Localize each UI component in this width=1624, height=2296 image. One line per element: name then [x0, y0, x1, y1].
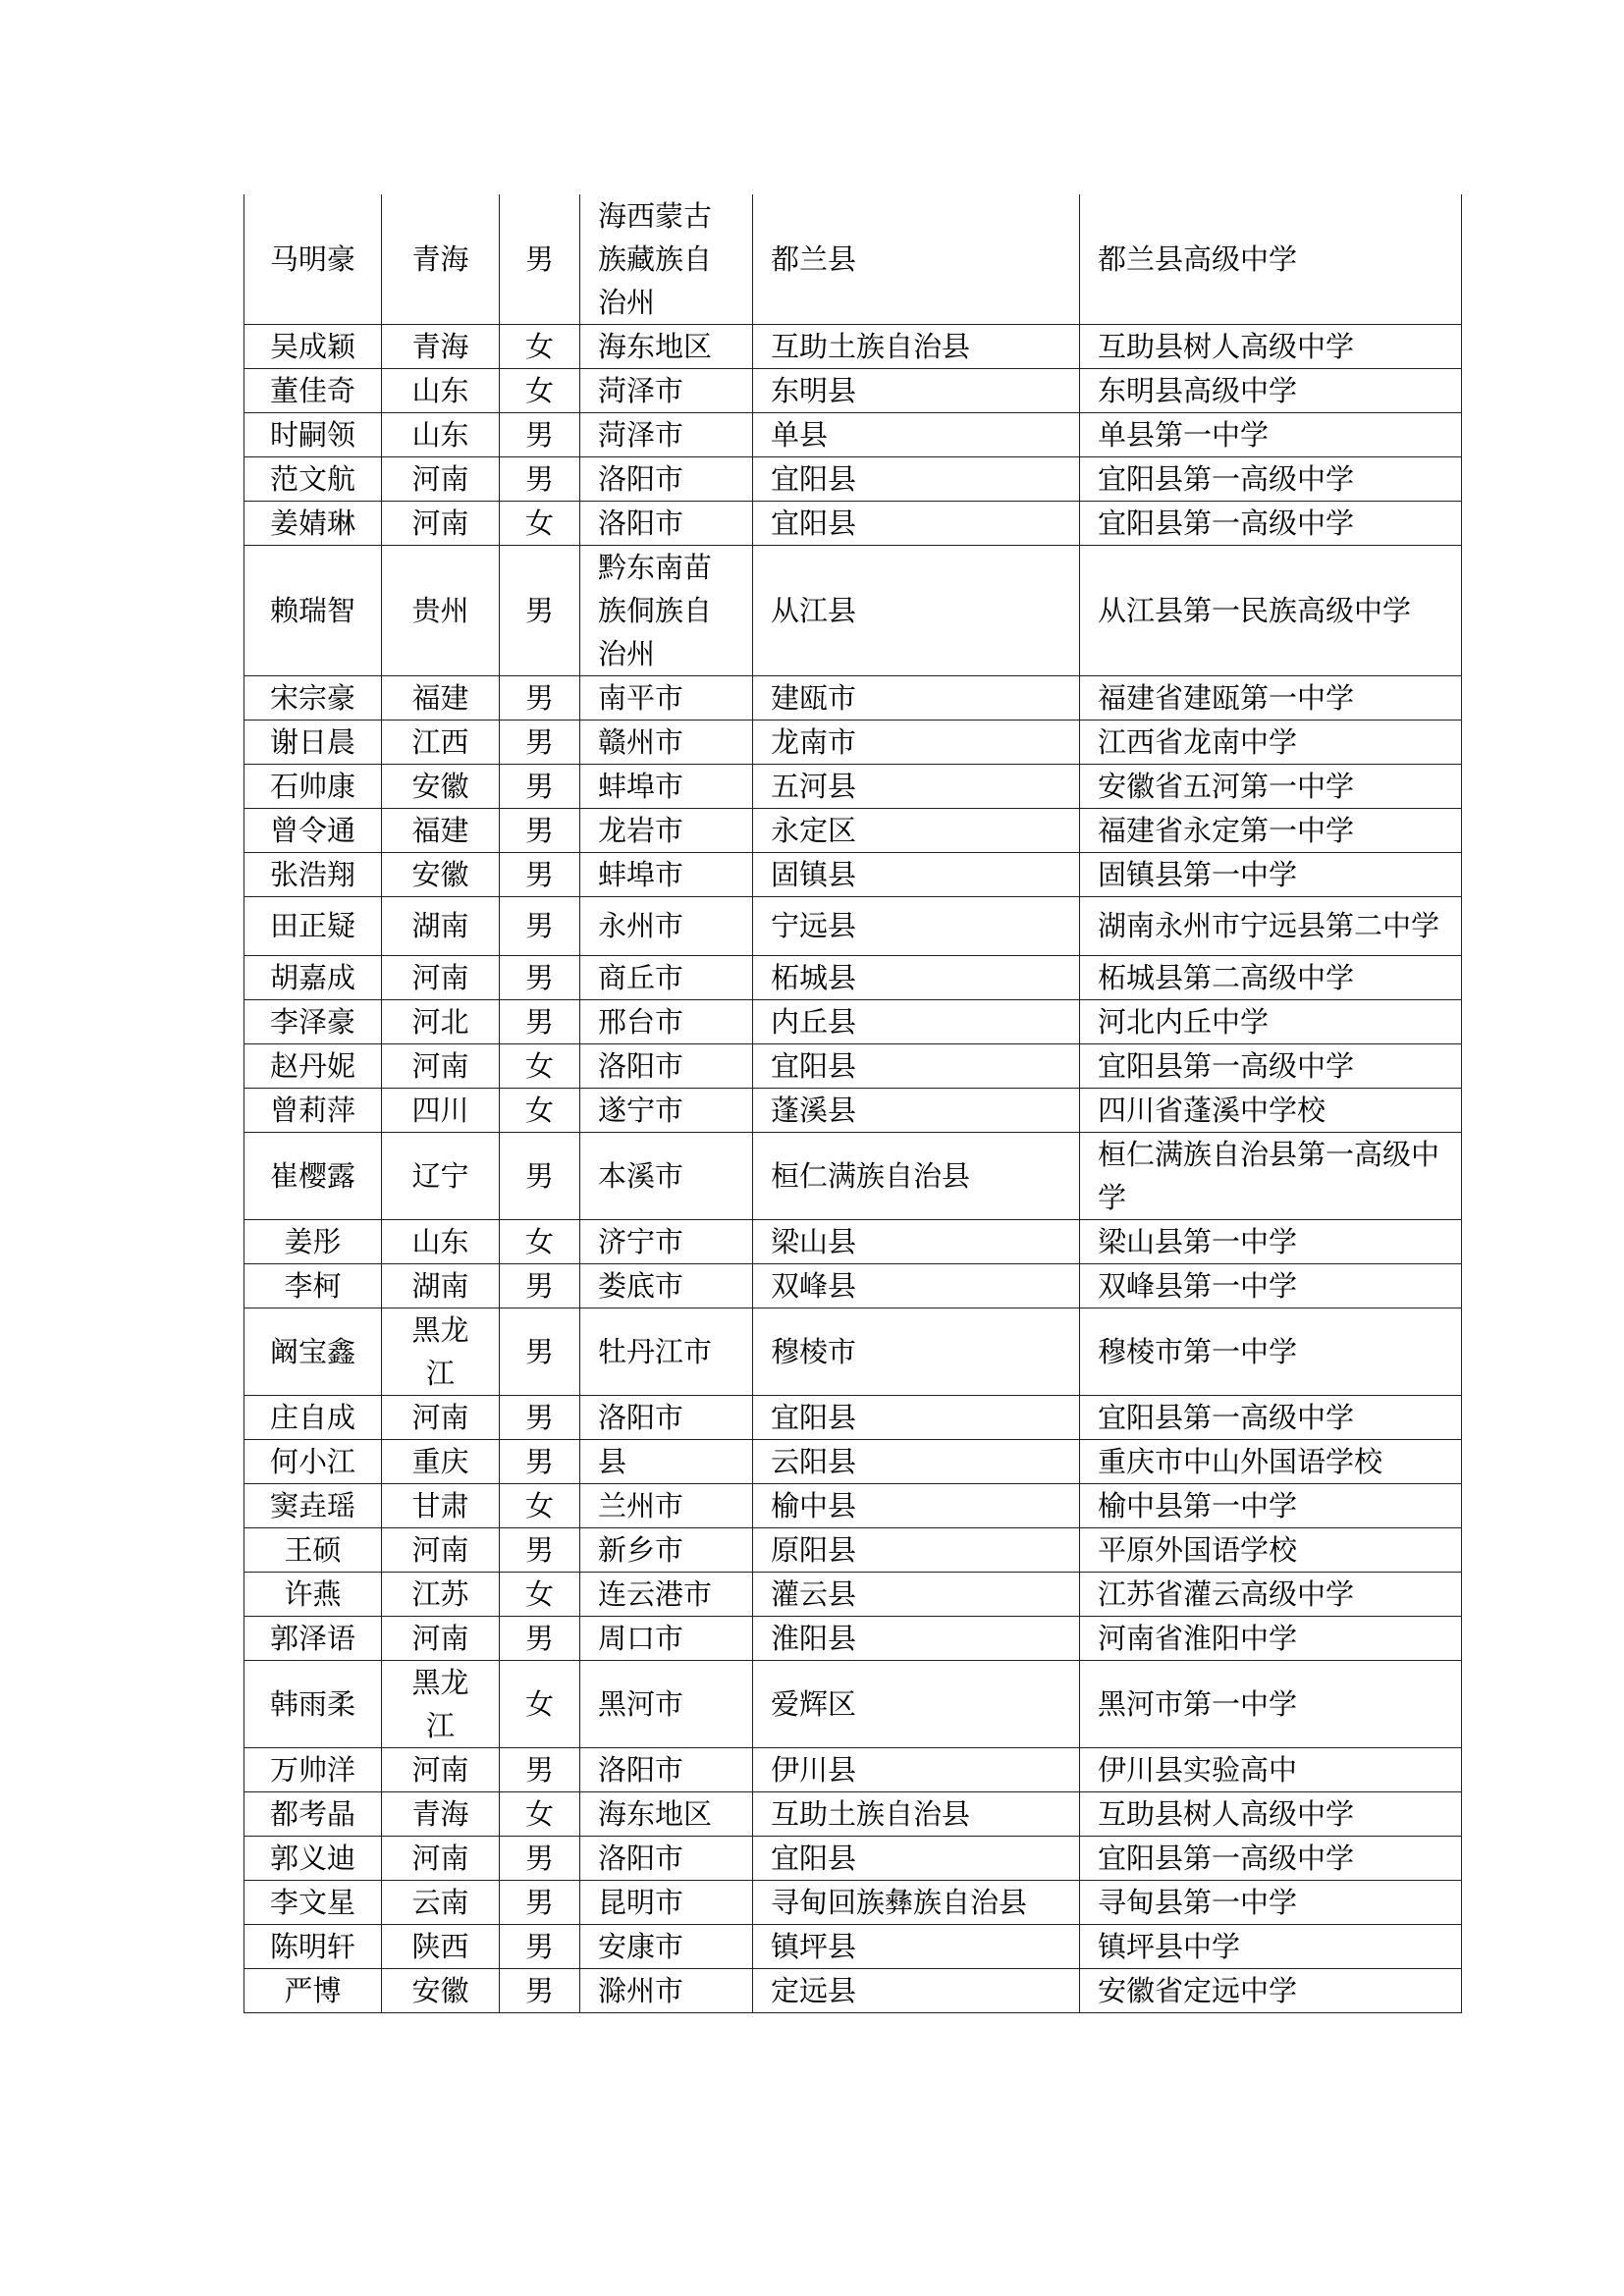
table-row: [244, 1836, 1462, 1880]
name-cell: 万帅洋: [244, 1747, 382, 1791]
name-cell: 吴成颖: [244, 325, 382, 369]
table-row: [244, 1791, 1462, 1836]
name-cell: 马明豪: [244, 194, 382, 325]
name-cell: 陈明轩: [244, 1925, 382, 1969]
city-cell: 遂宁市: [580, 1088, 753, 1132]
name-cell: 阚宝鑫: [244, 1308, 382, 1395]
province-cell: 湖南: [382, 1263, 500, 1308]
county-cell: 固镇县: [753, 853, 1080, 897]
city-cell: 黑河市: [580, 1660, 753, 1747]
city-cell: 赣州市: [580, 721, 753, 765]
name-cell: 谢日晨: [244, 721, 382, 765]
county-cell: 宜阳县: [753, 457, 1080, 502]
gender-cell: 男: [500, 1263, 580, 1308]
table-row: [244, 999, 1462, 1043]
school-cell: 安徽省五河第一中学: [1080, 765, 1462, 809]
name-cell: 严博: [244, 1969, 382, 2013]
city-cell: 县: [580, 1439, 753, 1483]
province-cell: 甘肃: [382, 1483, 500, 1527]
city-cell: 兰州市: [580, 1483, 753, 1527]
province-cell: 青海: [382, 194, 500, 325]
city-cell: 洛阳市: [580, 1395, 753, 1439]
table-row: [244, 1263, 1462, 1308]
name-cell: 姜婧琳: [244, 502, 382, 546]
province-cell: 青海: [382, 325, 500, 369]
table-row: [244, 1747, 1462, 1791]
province-cell: 安徽: [382, 853, 500, 897]
province-cell: 河南: [382, 955, 500, 999]
gender-cell: 女: [500, 502, 580, 546]
gender-cell: 男: [500, 955, 580, 999]
province-cell: 山东: [382, 1219, 500, 1263]
table-row: [244, 369, 1462, 413]
gender-cell: 女: [500, 1791, 580, 1836]
city-cell: 济宁市: [580, 1219, 753, 1263]
county-cell: 云阳县: [753, 1439, 1080, 1483]
city-cell: 本溪市: [580, 1132, 753, 1219]
province-cell: 河南: [382, 1395, 500, 1439]
province-cell: 福建: [382, 809, 500, 853]
table-row: [244, 676, 1462, 721]
name-cell: 李文星: [244, 1880, 382, 1925]
name-cell: 董佳奇: [244, 369, 382, 413]
province-cell: 河南: [382, 502, 500, 546]
city-cell: 商丘市: [580, 955, 753, 999]
table-row: [244, 897, 1462, 956]
school-cell: 单县第一中学: [1080, 413, 1462, 457]
province-cell: 河南: [382, 1527, 500, 1572]
city-cell: 洛阳市: [580, 1043, 753, 1088]
gender-cell: 男: [500, 457, 580, 502]
city-cell: 邢台市: [580, 999, 753, 1043]
table-row: [244, 457, 1462, 502]
province-cell: 河南: [382, 1616, 500, 1660]
table-row: [244, 1395, 1462, 1439]
school-cell: 双峰县第一中学: [1080, 1263, 1462, 1308]
gender-cell: 男: [500, 1747, 580, 1791]
school-cell: 重庆市中山外国语学校: [1080, 1439, 1462, 1483]
table-row: [244, 502, 1462, 546]
gender-cell: 男: [500, 676, 580, 721]
county-cell: 内丘县: [753, 999, 1080, 1043]
gender-cell: 男: [500, 1836, 580, 1880]
province-cell: 重庆: [382, 1439, 500, 1483]
name-cell: 何小江: [244, 1439, 382, 1483]
province-cell: 河南: [382, 1043, 500, 1088]
school-cell: 宜阳县第一高级中学: [1080, 457, 1462, 502]
county-cell: 永定区: [753, 809, 1080, 853]
name-cell: 胡嘉成: [244, 955, 382, 999]
county-cell: 都兰县: [753, 194, 1080, 325]
city-cell: 龙岩市: [580, 809, 753, 853]
province-cell: 福建: [382, 676, 500, 721]
name-cell: 都考晶: [244, 1791, 382, 1836]
name-cell: 张浩翔: [244, 853, 382, 897]
name-cell: 窦垚瑶: [244, 1483, 382, 1527]
gender-cell: 男: [500, 413, 580, 457]
school-cell: 穆棱市第一中学: [1080, 1308, 1462, 1395]
gender-cell: 男: [500, 546, 580, 676]
gender-cell: 女: [500, 1660, 580, 1747]
county-cell: 梁山县: [753, 1219, 1080, 1263]
school-cell: 黑河市第一中学: [1080, 1660, 1462, 1747]
school-cell: 宜阳县第一高级中学: [1080, 1395, 1462, 1439]
county-cell: 互助土族自治县: [753, 325, 1080, 369]
table-row: [244, 1088, 1462, 1132]
city-cell: 永州市: [580, 897, 753, 956]
county-cell: 淮阳县: [753, 1616, 1080, 1660]
name-cell: 王硕: [244, 1527, 382, 1572]
city-cell: 安康市: [580, 1925, 753, 1969]
city-cell: 连云港市: [580, 1572, 753, 1616]
school-cell: 宜阳县第一高级中学: [1080, 1836, 1462, 1880]
school-cell: 都兰县高级中学: [1080, 194, 1462, 325]
province-cell: 安徽: [382, 1969, 500, 2013]
city-cell: 南平市: [580, 676, 753, 721]
table-row: [244, 1043, 1462, 1088]
school-cell: 安徽省定远中学: [1080, 1969, 1462, 2013]
province-cell: 湖南: [382, 897, 500, 956]
table-row: [244, 1925, 1462, 1969]
province-cell: 云南: [382, 1880, 500, 1925]
school-cell: 寻甸县第一中学: [1080, 1880, 1462, 1925]
city-cell: 洛阳市: [580, 1836, 753, 1880]
school-cell: 福建省永定第一中学: [1080, 809, 1462, 853]
county-cell: 东明县: [753, 369, 1080, 413]
name-cell: 郭义迪: [244, 1836, 382, 1880]
table-row: [244, 1483, 1462, 1527]
county-cell: 龙南市: [753, 721, 1080, 765]
city-cell: 海东地区: [580, 325, 753, 369]
table-row: [244, 1219, 1462, 1263]
county-cell: 寻甸回族彝族自治县: [753, 1880, 1080, 1925]
name-cell: 姜彤: [244, 1219, 382, 1263]
school-cell: 平原外国语学校: [1080, 1527, 1462, 1572]
county-cell: 伊川县: [753, 1747, 1080, 1791]
table-row: [244, 1572, 1462, 1616]
table-row: [244, 1527, 1462, 1572]
school-cell: 榆中县第一中学: [1080, 1483, 1462, 1527]
county-cell: 蓬溪县: [753, 1088, 1080, 1132]
school-cell: 东明县高级中学: [1080, 369, 1462, 413]
name-cell: 范文航: [244, 457, 382, 502]
county-cell: 五河县: [753, 765, 1080, 809]
county-cell: 原阳县: [753, 1527, 1080, 1572]
city-cell: 昆明市: [580, 1880, 753, 1925]
gender-cell: 男: [500, 194, 580, 325]
table-row: [244, 1660, 1462, 1747]
name-cell: 庄自成: [244, 1395, 382, 1439]
name-cell: 李泽豪: [244, 999, 382, 1043]
name-cell: 韩雨柔: [244, 1660, 382, 1747]
province-cell: 山东: [382, 413, 500, 457]
name-cell: 郭泽语: [244, 1616, 382, 1660]
county-cell: 镇坪县: [753, 1925, 1080, 1969]
province-cell: 河南: [382, 457, 500, 502]
gender-cell: 女: [500, 1088, 580, 1132]
name-cell: 石帅康: [244, 765, 382, 809]
name-cell: 宋宗豪: [244, 676, 382, 721]
table-row: [244, 1439, 1462, 1483]
city-cell: 新乡市: [580, 1527, 753, 1572]
province-cell: 黑龙江: [382, 1660, 500, 1747]
gender-cell: 男: [500, 1925, 580, 1969]
name-cell: 时嗣领: [244, 413, 382, 457]
gender-cell: 男: [500, 897, 580, 956]
county-cell: 宜阳县: [753, 502, 1080, 546]
school-cell: 从江县第一民族高级中学: [1080, 546, 1462, 676]
county-cell: 宜阳县: [753, 1395, 1080, 1439]
name-cell: 曾令通: [244, 809, 382, 853]
county-cell: 宁远县: [753, 897, 1080, 956]
table-row: [244, 325, 1462, 369]
city-cell: 周口市: [580, 1616, 753, 1660]
name-cell: 曾莉萍: [244, 1088, 382, 1132]
city-cell: 洛阳市: [580, 457, 753, 502]
county-cell: 宜阳县: [753, 1043, 1080, 1088]
table-row: [244, 194, 1462, 325]
county-cell: 双峰县: [753, 1263, 1080, 1308]
city-cell: 牡丹江市: [580, 1308, 753, 1395]
name-cell: 赵丹妮: [244, 1043, 382, 1088]
province-cell: 山东: [382, 369, 500, 413]
province-cell: 四川: [382, 1088, 500, 1132]
gender-cell: 男: [500, 765, 580, 809]
school-cell: 桓仁满族自治县第一高级中学: [1080, 1132, 1462, 1219]
gender-cell: 男: [500, 853, 580, 897]
table-row: [244, 546, 1462, 676]
table-row: [244, 1616, 1462, 1660]
table-row: [244, 765, 1462, 809]
province-cell: 黑龙江: [382, 1308, 500, 1395]
name-cell: 田正疑: [244, 897, 382, 956]
province-cell: 河南: [382, 1836, 500, 1880]
city-cell: 蚌埠市: [580, 853, 753, 897]
gender-cell: 男: [500, 809, 580, 853]
student-list-page: [244, 194, 1461, 2013]
county-cell: 互助土族自治县: [753, 1791, 1080, 1836]
province-cell: 青海: [382, 1791, 500, 1836]
table-row: [244, 809, 1462, 853]
province-cell: 辽宁: [382, 1132, 500, 1219]
school-cell: 镇坪县中学: [1080, 1925, 1462, 1969]
school-cell: 柘城县第二高级中学: [1080, 955, 1462, 999]
student-table-body: [244, 194, 1462, 2013]
gender-cell: 男: [500, 1527, 580, 1572]
school-cell: 互助县树人高级中学: [1080, 325, 1462, 369]
gender-cell: 女: [500, 1483, 580, 1527]
county-cell: 单县: [753, 413, 1080, 457]
table-row: [244, 1880, 1462, 1925]
student-table: [244, 194, 1462, 2013]
gender-cell: 男: [500, 1616, 580, 1660]
gender-cell: 男: [500, 1132, 580, 1219]
county-cell: 定远县: [753, 1969, 1080, 2013]
table-row: [244, 955, 1462, 999]
gender-cell: 男: [500, 1395, 580, 1439]
school-cell: 河北内丘中学: [1080, 999, 1462, 1043]
province-cell: 陕西: [382, 1925, 500, 1969]
gender-cell: 男: [500, 1439, 580, 1483]
name-cell: 李柯: [244, 1263, 382, 1308]
city-cell: 菏泽市: [580, 413, 753, 457]
city-cell: 滁州市: [580, 1969, 753, 2013]
county-cell: 灌云县: [753, 1572, 1080, 1616]
county-cell: 宜阳县: [753, 1836, 1080, 1880]
gender-cell: 男: [500, 1969, 580, 2013]
school-cell: 宜阳县第一高级中学: [1080, 502, 1462, 546]
school-cell: 福建省建瓯第一中学: [1080, 676, 1462, 721]
table-row: [244, 1308, 1462, 1395]
province-cell: 江西: [382, 721, 500, 765]
city-cell: 洛阳市: [580, 1747, 753, 1791]
county-cell: 爱辉区: [753, 1660, 1080, 1747]
school-cell: 梁山县第一中学: [1080, 1219, 1462, 1263]
city-cell: 海西蒙古族藏族自治州: [580, 194, 753, 325]
gender-cell: 女: [500, 1572, 580, 1616]
province-cell: 江苏: [382, 1572, 500, 1616]
province-cell: 贵州: [382, 546, 500, 676]
province-cell: 安徽: [382, 765, 500, 809]
school-cell: 伊川县实验高中: [1080, 1747, 1462, 1791]
province-cell: 河北: [382, 999, 500, 1043]
table-row: [244, 721, 1462, 765]
county-cell: 从江县: [753, 546, 1080, 676]
county-cell: 柘城县: [753, 955, 1080, 999]
school-cell: 河南省淮阳中学: [1080, 1616, 1462, 1660]
gender-cell: 男: [500, 1880, 580, 1925]
gender-cell: 男: [500, 1308, 580, 1395]
county-cell: 桓仁满族自治县: [753, 1132, 1080, 1219]
city-cell: 洛阳市: [580, 502, 753, 546]
province-cell: 河南: [382, 1747, 500, 1791]
school-cell: 江西省龙南中学: [1080, 721, 1462, 765]
school-cell: 湖南永州市宁远县第二中学: [1080, 897, 1462, 956]
gender-cell: 男: [500, 999, 580, 1043]
table-row: [244, 1969, 1462, 2013]
gender-cell: 女: [500, 1219, 580, 1263]
school-cell: 宜阳县第一高级中学: [1080, 1043, 1462, 1088]
school-cell: 互助县树人高级中学: [1080, 1791, 1462, 1836]
county-cell: 榆中县: [753, 1483, 1080, 1527]
city-cell: 蚌埠市: [580, 765, 753, 809]
county-cell: 穆棱市: [753, 1308, 1080, 1395]
gender-cell: 女: [500, 369, 580, 413]
county-cell: 建瓯市: [753, 676, 1080, 721]
table-row: [244, 1132, 1462, 1219]
name-cell: 赖瑞智: [244, 546, 382, 676]
gender-cell: 女: [500, 1043, 580, 1088]
table-row: [244, 413, 1462, 457]
school-cell: 四川省蓬溪中学校: [1080, 1088, 1462, 1132]
city-cell: 黔东南苗族侗族自治州: [580, 546, 753, 676]
gender-cell: 女: [500, 325, 580, 369]
name-cell: 许燕: [244, 1572, 382, 1616]
city-cell: 海东地区: [580, 1791, 753, 1836]
school-cell: 固镇县第一中学: [1080, 853, 1462, 897]
city-cell: 娄底市: [580, 1263, 753, 1308]
table-row: [244, 853, 1462, 897]
name-cell: 崔樱露: [244, 1132, 382, 1219]
city-cell: 菏泽市: [580, 369, 753, 413]
school-cell: 江苏省灌云高级中学: [1080, 1572, 1462, 1616]
gender-cell: 男: [500, 721, 580, 765]
